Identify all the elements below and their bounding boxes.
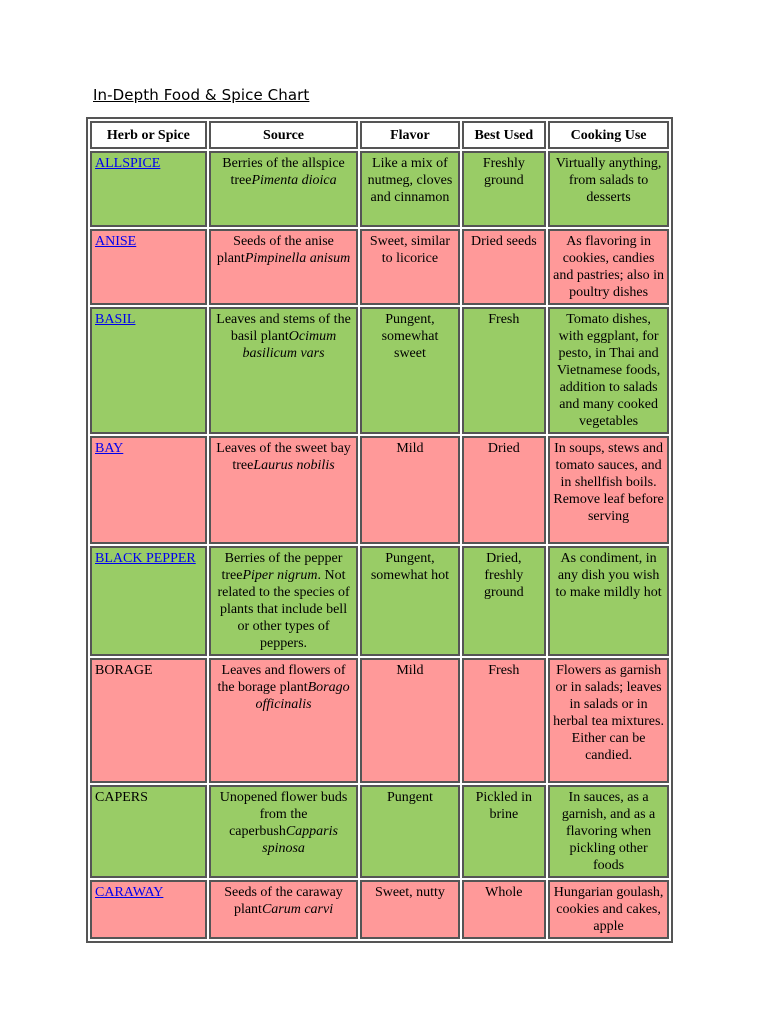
herb-link[interactable]: BASIL	[95, 312, 136, 327]
flavor-cell: Pungent	[360, 785, 459, 878]
flavor-cell: Sweet, similar to licorice	[360, 229, 459, 305]
best-used-cell: Freshly ground	[462, 151, 547, 227]
table-row	[90, 785, 669, 878]
best-used-cell: Dried	[462, 436, 547, 544]
header-best-used: Best Used	[462, 121, 547, 149]
flavor-cell: Mild	[360, 658, 459, 783]
table-row	[90, 229, 669, 305]
herb-cell	[90, 785, 207, 878]
herb-cell	[90, 880, 207, 939]
herb-link[interactable]: BLACK PEPPER	[95, 551, 196, 566]
best-used-cell: Whole	[462, 880, 547, 939]
source-scientific-name: Capparis spinosa	[262, 824, 338, 856]
header-flavor: Flavor	[360, 121, 459, 149]
herb-cell	[90, 436, 207, 544]
herb-link[interactable]: ALLSPICE	[95, 156, 161, 171]
herb-cell	[90, 151, 207, 227]
cooking-use-cell: In sauces, as a garnish, and as a flavoring when pickling other foods	[548, 785, 669, 878]
source-cell	[209, 785, 359, 878]
cooking-use-cell: Virtually anything, from salads to desserts	[548, 151, 669, 227]
source-text: Seeds of the anise plant	[216, 234, 334, 266]
flavor-cell: Pungent, somewhat hot	[360, 546, 459, 656]
best-used-cell: Pickled in brine	[462, 785, 547, 878]
table-row	[90, 546, 669, 656]
herb-cell	[90, 546, 207, 656]
herb-link[interactable]: CARAWAY	[95, 885, 164, 900]
best-used-cell: Dried seeds	[462, 229, 547, 305]
spice-chart-table	[86, 117, 673, 943]
herb-name: CAPERS	[95, 790, 148, 805]
table-row	[90, 151, 669, 227]
source-cell	[209, 546, 359, 656]
source-cell	[209, 307, 359, 434]
source-scientific-name: Ocimum basilicum vars	[242, 329, 337, 361]
cooking-use-cell: As flavoring in cookies, candies and pastries; also in poultry dishes	[548, 229, 669, 305]
source-text: . Not related to the species of plants that include bell or other types of peppers.	[217, 568, 350, 651]
source-cell	[209, 229, 359, 305]
source-text: Berries of the pepper tree	[221, 551, 343, 583]
source-text: Leaves of the sweet bay tree	[216, 441, 351, 473]
source-scientific-name: Borago officinalis	[255, 680, 350, 712]
flavor-cell: Mild	[360, 436, 459, 544]
table-row	[90, 880, 669, 939]
cooking-use-cell: Tomato dishes, with eggplant, for pesto, in Thai and Vietnamese foods, addition to salads and many cooked vegetables	[548, 307, 669, 434]
best-used-cell: Fresh	[462, 307, 547, 434]
table-row	[90, 658, 669, 783]
best-used-cell: Dried, freshly ground	[462, 546, 547, 656]
source-cell	[209, 436, 359, 544]
herb-name: BORAGE	[95, 663, 153, 678]
cooking-use-cell: In soups, stews and tomato sauces, and in shellfish boils. Remove leaf before serving	[548, 436, 669, 544]
herb-link[interactable]: ANISE	[95, 234, 137, 249]
best-used-cell: Fresh	[462, 658, 547, 783]
source-scientific-name: Pimpinella anisum	[244, 251, 351, 266]
source-cell	[209, 880, 359, 939]
flavor-cell: Pungent, somewhat sweet	[360, 307, 459, 434]
cooking-use-cell: Flowers as garnish or in salads; leaves in salads or in herbal tea mixtures. Either can be candied.	[548, 658, 669, 783]
source-scientific-name: Laurus nobilis	[253, 458, 335, 473]
herb-cell	[90, 229, 207, 305]
flavor-cell: Like a mix of nutmeg, cloves and cinnamon	[360, 151, 459, 227]
source-scientific-name: Piper nigrum	[242, 568, 318, 583]
header-herb-or-spice: Herb or Spice	[90, 121, 207, 149]
herb-cell	[90, 658, 207, 783]
source-cell	[209, 658, 359, 783]
source-scientific-name: Pimenta dioica	[251, 173, 337, 188]
header-cooking-use: Cooking Use	[548, 121, 669, 149]
flavor-cell: Sweet, nutty	[360, 880, 459, 939]
header-row	[90, 121, 669, 149]
source-text: Leaves and stems of the basil plant	[216, 312, 351, 344]
herb-link[interactable]: BAY	[95, 441, 124, 456]
source-scientific-name: Carum carvi	[261, 902, 334, 917]
source-text: Seeds of the caraway plant	[224, 885, 343, 917]
cooking-use-cell: Hungarian goulash, cookies and cakes, apple	[548, 880, 669, 939]
herb-cell	[90, 307, 207, 434]
source-text: Leaves and flowers of the borage plant	[217, 663, 346, 695]
header-source: Source	[209, 121, 359, 149]
source-text: Berries of the allspice tree	[222, 156, 345, 188]
cooking-use-cell: As condiment, in any dish you wish to make mildly hot	[548, 546, 669, 656]
source-cell	[209, 151, 359, 227]
source-text: Unopened flower buds from the caperbush	[219, 790, 348, 839]
page-title: In-Depth Food & Spice Chart	[93, 86, 310, 104]
table-row	[90, 436, 669, 544]
table-row	[90, 307, 669, 434]
